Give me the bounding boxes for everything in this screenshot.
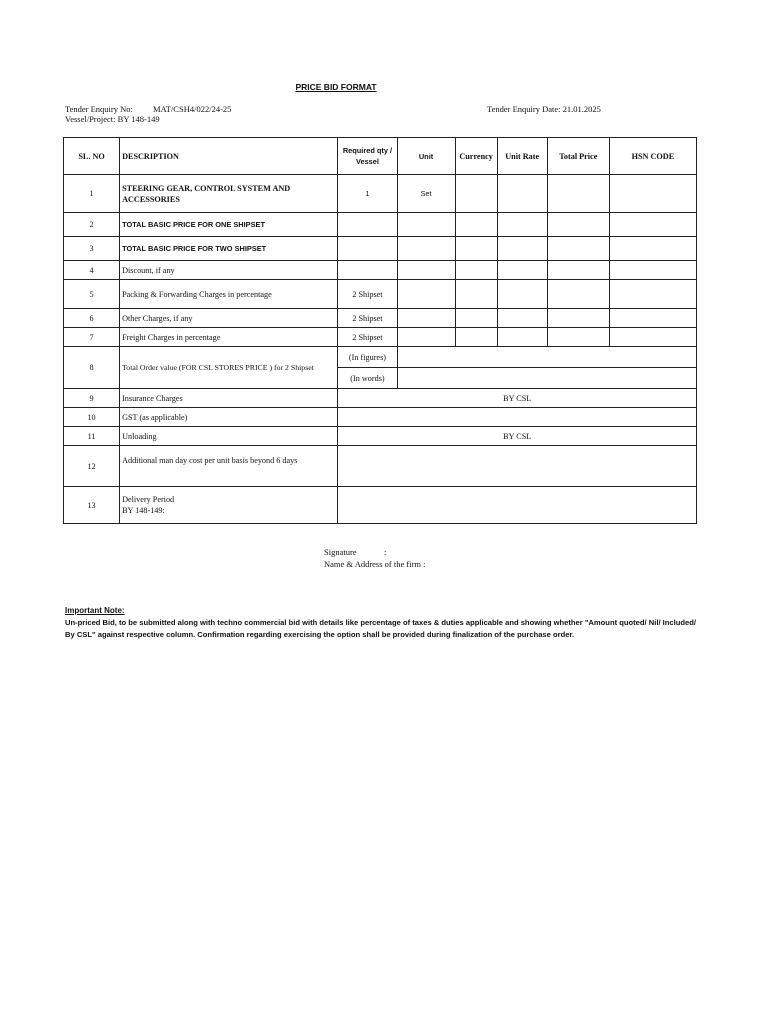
row-sl: 11: [64, 427, 120, 446]
vessel-project: Vessel/Project: BY 148-149: [65, 114, 160, 124]
name-address-label: Name & Address of the firm :: [324, 559, 426, 569]
table-row: [64, 175, 697, 213]
row-currency-cell[interactable]: [455, 175, 497, 213]
header-total-price: Total Price: [547, 138, 609, 175]
header-sl-no: SL. NO: [64, 138, 120, 175]
row-description: GST (as applicable): [120, 408, 338, 427]
header-description: DESCRIPTION: [120, 138, 338, 175]
row-description: Unloading: [120, 427, 338, 446]
row-sl: 5: [64, 280, 120, 309]
header-required-qty: Required qty / Vessel: [338, 138, 397, 175]
header-unit: Unit: [397, 138, 455, 175]
important-note-heading: Important Note:: [65, 606, 125, 615]
row-description: TOTAL BASIC PRICE FOR ONE SHIPSET: [120, 213, 338, 237]
row-description: TOTAL BASIC PRICE FOR TWO SHIPSET: [120, 237, 338, 261]
row-description: Insurance Charges: [120, 389, 338, 408]
delivery-period-label: Delivery Period: [122, 495, 175, 504]
enquiry-no-label: Tender Enquiry No:: [65, 104, 133, 114]
row-sl: 13: [64, 487, 120, 524]
row-description: STEERING GEAR, CONTROL SYSTEM AND ACCESSORIES: [120, 175, 338, 213]
row-sl: 12: [64, 446, 120, 487]
table-row: [64, 309, 697, 328]
row-merged-value[interactable]: [338, 487, 697, 524]
row-unit: Set: [397, 175, 455, 213]
signature-label: Signature: [324, 547, 357, 557]
row-sl: 6: [64, 309, 120, 328]
table-row: [64, 487, 697, 524]
row-sl: 7: [64, 328, 120, 347]
table-row: [64, 328, 697, 347]
row-sl: 8: [64, 347, 120, 389]
table-row: [64, 280, 697, 309]
row-description: Total Order value (FOR CSL STORES PRICE ) for 2 Shipset: [120, 347, 338, 389]
row-hsn-cell[interactable]: [609, 175, 696, 213]
table-row: [64, 347, 697, 368]
row-sl: 4: [64, 261, 120, 280]
enquiry-no-value: MAT/CSH4/022/24-25: [153, 104, 232, 114]
in-words-value[interactable]: [397, 368, 697, 389]
row-sl: 3: [64, 237, 120, 261]
row-qty: 2 Shipset: [338, 280, 397, 309]
header-currency: Currency: [455, 138, 497, 175]
in-figures-value[interactable]: [397, 347, 697, 368]
row-description: Packing & Forwarding Charges in percentage: [120, 280, 338, 309]
row-sl: 10: [64, 408, 120, 427]
table-row: [64, 446, 697, 487]
table-header-row: [64, 138, 697, 175]
row-qty: 2 Shipset: [338, 309, 397, 328]
table-row: [64, 408, 697, 427]
row-description: Discount, if any: [120, 261, 338, 280]
row-merged-value: BY CSL: [338, 427, 697, 446]
row-qty: 2 Shipset: [338, 328, 397, 347]
price-bid-table: [63, 137, 697, 524]
important-note-body: Un-priced Bid, to be submitted along with techno commercial bid with details like percentage of taxes & duties applicable and showing whether "Amount quoted/ Nil/ Included/ By CSL" against respective column. Confirmation regarding exercising the option shall be provided during finalization of the purchase order.: [65, 618, 697, 639]
table-row: [64, 427, 697, 446]
row-merged-value: BY CSL: [338, 389, 697, 408]
row-description: [120, 487, 338, 524]
in-words-label: (In words): [338, 368, 397, 389]
row-sl: 9: [64, 389, 120, 408]
row-total-price-cell[interactable]: [547, 175, 609, 213]
page-title: PRICE BID FORMAT: [295, 82, 377, 92]
row-unit-rate-cell[interactable]: [497, 175, 547, 213]
enquiry-date: Tender Enquiry Date: 21.01.2025: [487, 104, 601, 114]
table-row: [64, 389, 697, 408]
table-row: [64, 213, 697, 237]
table-row: [64, 261, 697, 280]
row-description: Freight Charges in percentage: [120, 328, 338, 347]
table-row: [64, 237, 697, 261]
delivery-period-vessel: BY 148-149:: [122, 506, 165, 515]
row-merged-value[interactable]: [338, 446, 697, 487]
row-sl: 2: [64, 213, 120, 237]
row-description: Other Charges, if any: [120, 309, 338, 328]
row-merged-value[interactable]: [338, 408, 697, 427]
row-description: Additional man day cost per unit basis beyond 6 days: [120, 446, 338, 487]
row-sl: 1: [64, 175, 120, 213]
in-figures-label: (In figures): [338, 347, 397, 368]
header-hsn-code: HSN CODE: [609, 138, 696, 175]
header-unit-rate: Unit Rate: [497, 138, 547, 175]
signature-colon: :: [384, 547, 387, 557]
row-qty: 1: [338, 175, 397, 213]
